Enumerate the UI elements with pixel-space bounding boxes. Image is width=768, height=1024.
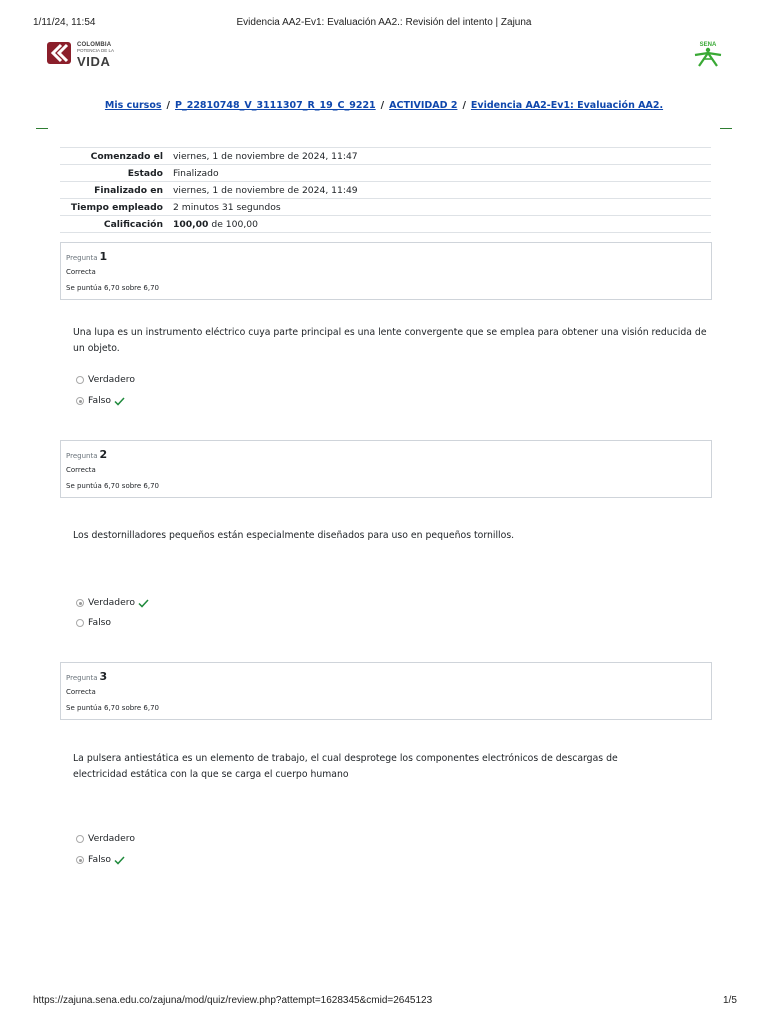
- grade-value: 100,00: [173, 218, 209, 230]
- attempt-summary-table: [60, 147, 711, 233]
- logo-line-3: VIDA: [77, 53, 111, 69]
- question-grade: Se puntúa 6,70 sobre 6,70: [66, 704, 160, 712]
- colombia-logo-icon: [47, 42, 75, 66]
- answer-option[interactable]: [76, 394, 125, 408]
- correct-check-icon: [114, 856, 125, 865]
- answer-option[interactable]: [76, 373, 135, 387]
- question-state: Correcta: [66, 688, 96, 696]
- summary-label: Finalizado en: [60, 182, 168, 199]
- question-state: Correcta: [66, 466, 96, 474]
- breadcrumb-quiz[interactable]: Evidencia AA2-Ev1: Evaluación AA2.: [470, 100, 664, 111]
- question-text: Una lupa es un instrumento eléctrico cuya parte principal es una lente convergente que se emplea para obtener una visión reducida de un objeto.: [73, 327, 707, 354]
- radio-button-selected[interactable]: [76, 599, 84, 607]
- question-prefix: Pregunta: [66, 674, 98, 682]
- sena-logo-icon: [692, 40, 724, 68]
- option-label: Falso: [88, 854, 112, 865]
- summary-label: Tiempo empleado: [60, 199, 168, 216]
- radio-button[interactable]: [76, 835, 84, 843]
- summary-label: Comenzado el: [60, 148, 168, 165]
- question-text: La pulsera antiestática es un elemento de trabajo, el cual desprotege los componentes electrónicos de descargas de electricidad estática con la que se carga el cuerpo humano: [73, 753, 618, 780]
- question-grade: Se puntúa 6,70 sobre 6,70: [66, 284, 160, 292]
- option-label: Falso: [88, 395, 112, 406]
- sena-logo[interactable]: [692, 40, 724, 68]
- question-grade: Se puntúa 6,70 sobre 6,70: [66, 482, 160, 490]
- question-number: 2: [99, 448, 108, 461]
- option-label: Verdadero: [88, 833, 135, 844]
- radio-button-selected[interactable]: [76, 856, 84, 864]
- summary-value: viernes, 1 de noviembre de 2024, 11:47: [168, 148, 711, 165]
- summary-value: 2 minutos 31 segundos: [168, 199, 711, 216]
- breadcrumb-activity[interactable]: ACTIVIDAD 2: [389, 100, 458, 111]
- summary-row: [60, 165, 711, 182]
- answer-option[interactable]: [76, 616, 111, 630]
- summary-row: [60, 182, 711, 199]
- question-prefix: Pregunta: [66, 254, 98, 262]
- option-label: Verdadero: [88, 597, 135, 608]
- question-state: Correcta: [66, 268, 96, 276]
- correct-check-icon: [138, 599, 149, 608]
- colombia-logo[interactable]: [47, 40, 119, 68]
- correct-check-icon: [114, 397, 125, 406]
- summary-row: [60, 199, 711, 216]
- print-page-title: Evidencia AA2-Ev1: Evaluación AA2.: Revisión del intento | Zajuna: [236, 17, 532, 28]
- summary-value: Finalizado: [168, 165, 711, 182]
- summary-row: [60, 216, 711, 233]
- question-prefix: Pregunta: [66, 452, 98, 460]
- right-divider: [720, 128, 732, 129]
- question-number: 3: [99, 670, 108, 683]
- option-label: Verdadero: [88, 374, 135, 385]
- breadcrumb-mis-cursos[interactable]: Mis cursos: [104, 100, 162, 111]
- answer-option[interactable]: [76, 832, 135, 846]
- question-text: Los destornilladores pequeños están especialmente diseñados para uso en pequeños tornillos.: [73, 530, 515, 541]
- answer-option[interactable]: [76, 596, 149, 610]
- print-page-number: 1/5: [723, 995, 737, 1006]
- grade-value-cell: [168, 216, 711, 233]
- left-divider: [36, 128, 48, 129]
- logo-line-2: POTENCIA DE LA: [77, 48, 115, 53]
- summary-row: [60, 148, 711, 165]
- summary-value: viernes, 1 de noviembre de 2024, 11:49: [168, 182, 711, 199]
- grade-suffix: de 100,00: [208, 218, 258, 230]
- summary-label: Estado: [60, 165, 168, 182]
- question-info-box: [60, 242, 712, 300]
- svg-text:SENA: SENA: [699, 42, 717, 48]
- logo-line-1: COLOMBIA: [77, 42, 112, 48]
- print-datetime: 1/11/24, 11:54: [33, 17, 96, 28]
- question-number: 1: [99, 250, 108, 263]
- radio-button-selected[interactable]: [76, 397, 84, 405]
- radio-button[interactable]: [76, 376, 84, 384]
- question-info-box: [60, 440, 712, 498]
- print-url: https://zajuna.sena.edu.co/zajuna/mod/quiz/review.php?attempt=1628345&cmid=2645123: [33, 995, 433, 1006]
- option-label: Falso: [88, 617, 112, 628]
- question-info-box: [60, 662, 712, 720]
- breadcrumb: Mis cursos / P_22810748_V_3111307_R_19_C_9221 / ACTIVIDAD 2 / Evidencia AA2-Ev1: Evaluación AA2.: [104, 100, 664, 111]
- breadcrumb-course[interactable]: P_22810748_V_3111307_R_19_C_9221: [175, 100, 376, 111]
- grade-label: Calificación: [60, 216, 168, 233]
- answer-option[interactable]: [76, 853, 125, 867]
- radio-button[interactable]: [76, 619, 84, 627]
